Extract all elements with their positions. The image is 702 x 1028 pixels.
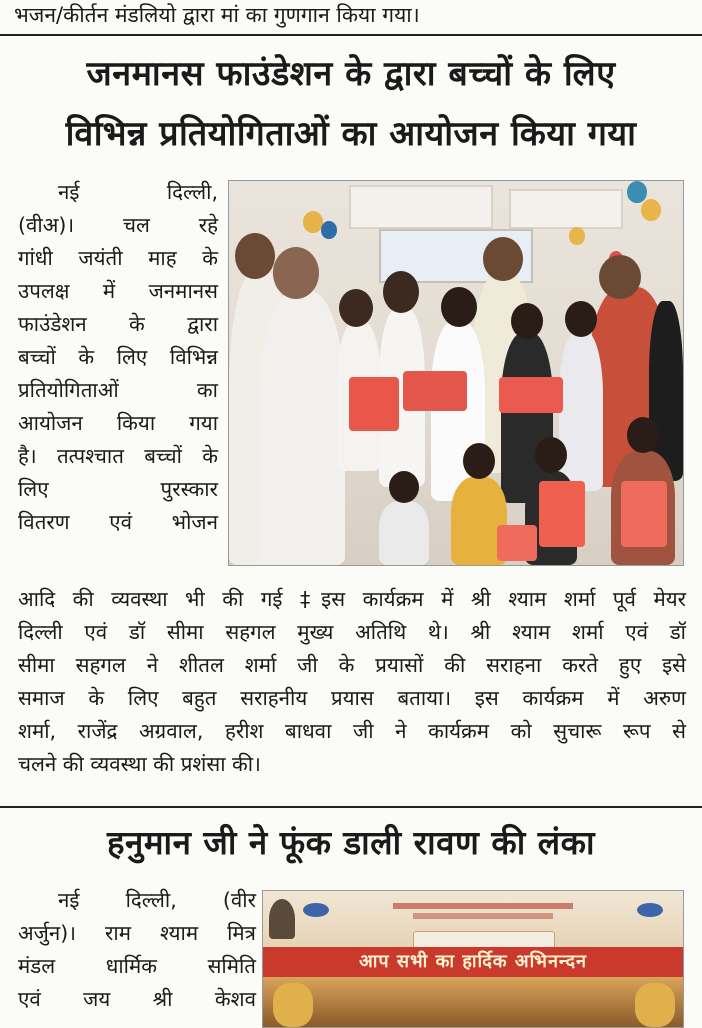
body-line: सीमा सहगल ने शीतल शर्मा जी के प्रयासों की सराहना करते हुए इसे — [18, 653, 686, 677]
stage-banner-text: आप सभी का हार्दिक अभिनन्दन — [263, 947, 683, 977]
article-1-photo — [228, 180, 684, 566]
article-1-body-text — [18, 583, 686, 781]
col-line: वितरण एवं भोजन — [18, 510, 218, 534]
article-1-column-text — [18, 176, 218, 539]
col-line: उपलक्ष में जनमानस — [18, 279, 218, 303]
body-line: समाज के लिए बहुत सराहनीय प्रयास बताया। इस कार्यक्रम में अरुण — [18, 686, 686, 710]
body-line: शर्मा, राजेंद्र अग्रवाल, हरीश बाधवा जी ने कार्यक्रम को सुचारू रूप से — [18, 719, 686, 743]
col-line: है। तत्पश्चात बच्चों के — [18, 444, 218, 468]
logo-mark — [637, 903, 663, 917]
col-line: एवं जय श्री केशव — [18, 987, 256, 1011]
col-line: लिए पुरस्कार — [18, 477, 218, 501]
col-line: प्रतियोगिताओं का — [18, 378, 218, 402]
article-divider — [0, 806, 702, 808]
article-1-headline-line-1: जनमानस फाउंडेशन के द्वारा बच्चों के लिए — [86, 54, 616, 94]
col-line: आयोजन किया गया — [18, 411, 218, 435]
col-line: गांधी जयंती माह के — [18, 246, 218, 270]
previous-article-last-line: भजन/कीर्तन मंडलियो द्वारा मां का गुणगान किया गया। — [14, 3, 420, 27]
col-line: अर्जुन)। राम श्याम मित्र — [18, 921, 256, 945]
col-line: मंडल धार्मिक समिति — [18, 954, 256, 978]
article-2-photo — [262, 890, 684, 1028]
body-line: दिल्ली एवं डॉ सीमा सहगल मुख्य अतिथि थे। श्री श्याम शर्मा एवं डॉ — [18, 620, 686, 644]
col-line: नई दिल्ली, — [58, 180, 218, 204]
body-line: चलने की व्यवस्था की प्रशंसा की। — [18, 752, 261, 776]
body-line: आदि की व्यवस्था भी की गई ‡इस कार्यक्रम में श्री श्याम शर्मा पूर्व मेयर — [18, 587, 686, 611]
article-1-headline-line-2: विभिन्न प्रतियोगिताओं का आयोजन किया गया — [65, 114, 637, 154]
col-line: बच्चों के लिए विभिन्न — [18, 345, 218, 369]
col-line: नई दिल्ली, (वीर — [58, 888, 256, 912]
col-line: फाउंडेशन के द्वारा — [18, 312, 218, 336]
portrait-figure — [269, 899, 295, 939]
top-divider — [0, 34, 702, 36]
logo-mark — [303, 903, 329, 917]
col-line: (वीअ)। चल रहे — [18, 213, 218, 237]
article-2-column-text — [18, 884, 256, 1016]
article-2-headline: हनुमान जी ने फूंक डाली रावण की लंका — [106, 823, 596, 862]
